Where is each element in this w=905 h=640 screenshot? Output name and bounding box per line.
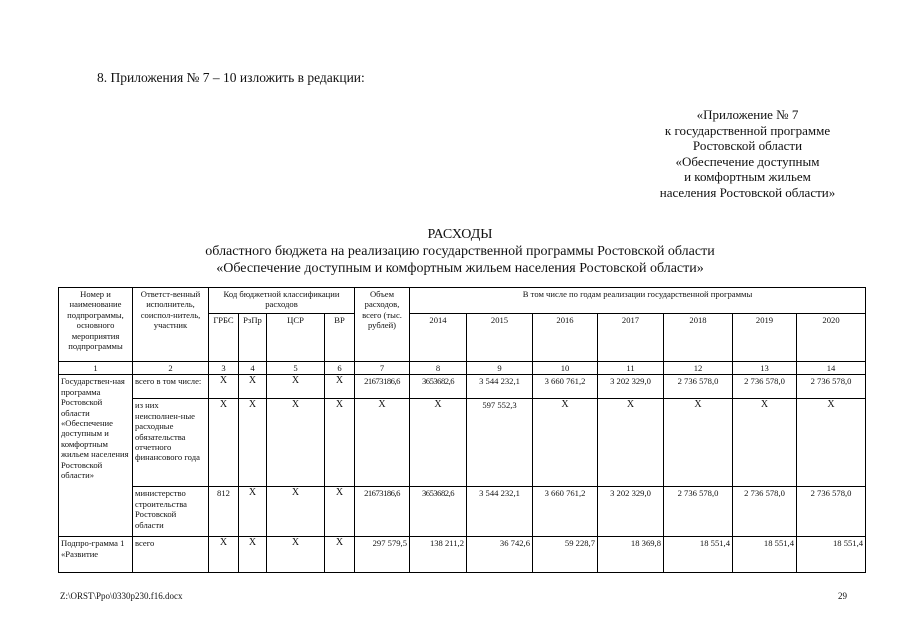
year-value-cell: 3653682,6 bbox=[410, 487, 467, 537]
file-path: Z:\ORST\Ppo\0330p230.f16.docx bbox=[60, 591, 183, 601]
header-name: Номер и наименование подпрограммы, основного мероприятия подпрограммы bbox=[59, 288, 133, 362]
code-cell: 812 bbox=[209, 487, 239, 537]
appendix-line: к государственной программе bbox=[664, 122, 831, 138]
column-number: 6 bbox=[325, 362, 355, 375]
year-value-cell: 36 742,6 bbox=[467, 537, 533, 573]
year-value-cell: 3653682,6 bbox=[410, 375, 467, 399]
heading-title: РАСХОДЫ bbox=[427, 227, 493, 242]
total-cell: 21673186,6 bbox=[355, 487, 410, 537]
header-year: 2020 bbox=[797, 314, 866, 362]
expenditure-table bbox=[58, 287, 866, 573]
column-number: 9 bbox=[467, 362, 533, 375]
code-cell: X bbox=[209, 399, 239, 487]
header-budget-code: Код бюджетной классификации расходов bbox=[209, 288, 355, 314]
header-year: 2015 bbox=[467, 314, 533, 362]
total-cell: 297 579,5 bbox=[355, 537, 410, 573]
code-cell: X bbox=[267, 537, 325, 573]
code-cell: X bbox=[209, 537, 239, 573]
intro-text: 8. Приложения № 7 – 10 изложить в редакции: bbox=[97, 70, 365, 85]
header-years: В том числе по годам реализации государственной программы bbox=[410, 288, 866, 314]
document-heading bbox=[60, 226, 860, 277]
year-value-cell: 2 736 578,0 bbox=[797, 375, 866, 399]
page-number: 29 bbox=[838, 591, 847, 601]
heading-subtitle: областного бюджета на реализацию государственной программы Ростовской области bbox=[205, 244, 715, 259]
year-value-cell: 2 736 578,0 bbox=[664, 487, 733, 537]
year-value-cell: 2 736 578,0 bbox=[664, 375, 733, 399]
header-year: 2017 bbox=[598, 314, 664, 362]
executor-cell: из них неисполнен-ные расходные обязательства отчетного финансового года bbox=[133, 399, 209, 487]
total-cell: 21673186,6 bbox=[355, 375, 410, 399]
code-cell: X bbox=[239, 399, 267, 487]
column-number: 2 bbox=[133, 362, 209, 375]
column-number: 10 bbox=[533, 362, 598, 375]
column-number: 13 bbox=[733, 362, 797, 375]
column-number: 8 bbox=[410, 362, 467, 375]
column-number: 3 bbox=[209, 362, 239, 375]
code-cell: X bbox=[325, 487, 355, 537]
year-value-cell: 59 228,7 bbox=[533, 537, 598, 573]
program-name-cell: Государствен-ная программа Ростовской области «Обеспечение доступным и комфортным жильем населения Ростовской области» bbox=[59, 375, 133, 537]
header-executor: Ответст-венный исполнитель, соиспол-нитель, участник bbox=[133, 288, 209, 362]
code-cell: X bbox=[325, 537, 355, 573]
code-cell: X bbox=[209, 375, 239, 399]
year-value-cell: 3 544 232,1 bbox=[467, 487, 533, 537]
table-row bbox=[59, 487, 866, 537]
subprogram-name-cell: Подпро-грамма 1 «Развитие bbox=[59, 537, 133, 573]
column-number: 4 bbox=[239, 362, 267, 375]
year-value-cell: 18 369,8 bbox=[598, 537, 664, 573]
heading-program-name: «Обеспечение доступным и комфортным жильем населения Ростовской области» bbox=[216, 261, 704, 276]
executor-cell: всего bbox=[133, 537, 209, 573]
appendix-line: «Приложение № 7 bbox=[696, 107, 799, 122]
year-value-cell: 18 551,4 bbox=[664, 537, 733, 573]
year-value-cell: X bbox=[533, 399, 598, 487]
code-cell: X bbox=[239, 487, 267, 537]
code-cell: X bbox=[239, 537, 267, 573]
header-year: 2014 bbox=[410, 314, 467, 362]
year-value-cell: 597 552,3 bbox=[467, 399, 533, 487]
code-cell: X bbox=[325, 399, 355, 487]
appendix-line: и комфортным жильем bbox=[684, 169, 811, 184]
executor-cell: министерство строительства Ростовской области bbox=[133, 487, 209, 537]
column-number-row bbox=[59, 362, 866, 375]
year-value-cell: 138 211,2 bbox=[410, 537, 467, 573]
code-cell: X bbox=[325, 375, 355, 399]
year-value-cell: X bbox=[664, 399, 733, 487]
code-cell: X bbox=[267, 487, 325, 537]
appendix-line: населения Ростовской области» bbox=[659, 184, 836, 200]
code-cell: X bbox=[267, 399, 325, 487]
year-value-cell: 2 736 578,0 bbox=[733, 375, 797, 399]
year-value-cell: 3 544 232,1 bbox=[467, 375, 533, 399]
header-total: Объем расходов, всего (тыс. рублей) bbox=[355, 288, 410, 362]
header-code-rzpr: РзПр bbox=[239, 314, 267, 362]
year-value-cell: 3 202 329,0 bbox=[598, 487, 664, 537]
year-value-cell: 3 660 761,2 bbox=[533, 487, 598, 537]
year-value-cell: X bbox=[797, 399, 866, 487]
total-cell: X bbox=[355, 399, 410, 487]
header-code-grbs: ГРБС bbox=[209, 314, 239, 362]
year-value-cell: X bbox=[410, 399, 467, 487]
year-value-cell: 2 736 578,0 bbox=[733, 487, 797, 537]
year-value-cell: 18 551,4 bbox=[733, 537, 797, 573]
appendix-block bbox=[610, 107, 885, 200]
year-value-cell: 3 660 761,2 bbox=[533, 375, 598, 399]
header-code-csr: ЦСР bbox=[267, 314, 325, 362]
table-row bbox=[59, 537, 866, 573]
code-cell: X bbox=[267, 375, 325, 399]
column-number: 14 bbox=[797, 362, 866, 375]
header-year: 2019 bbox=[733, 314, 797, 362]
table-row bbox=[59, 375, 866, 399]
code-cell: X bbox=[239, 375, 267, 399]
year-value-cell: 18 551,4 bbox=[797, 537, 866, 573]
year-value-cell: X bbox=[598, 399, 664, 487]
table-row bbox=[59, 399, 866, 487]
appendix-line: «Обеспечение доступным bbox=[675, 153, 820, 169]
column-number: 11 bbox=[598, 362, 664, 375]
header-code-vr: ВР bbox=[325, 314, 355, 362]
column-number: 7 bbox=[355, 362, 410, 375]
column-number: 1 bbox=[59, 362, 133, 375]
year-value-cell: 2 736 578,0 bbox=[797, 487, 866, 537]
column-number: 12 bbox=[664, 362, 733, 375]
year-value-cell: 3 202 329,0 bbox=[598, 375, 664, 399]
executor-cell: всего в том числе: bbox=[133, 375, 209, 399]
year-value-cell: X bbox=[733, 399, 797, 487]
column-number: 5 bbox=[267, 362, 325, 375]
appendix-line: Ростовской области bbox=[692, 138, 803, 153]
header-year: 2018 bbox=[664, 314, 733, 362]
header-year: 2016 bbox=[533, 314, 598, 362]
